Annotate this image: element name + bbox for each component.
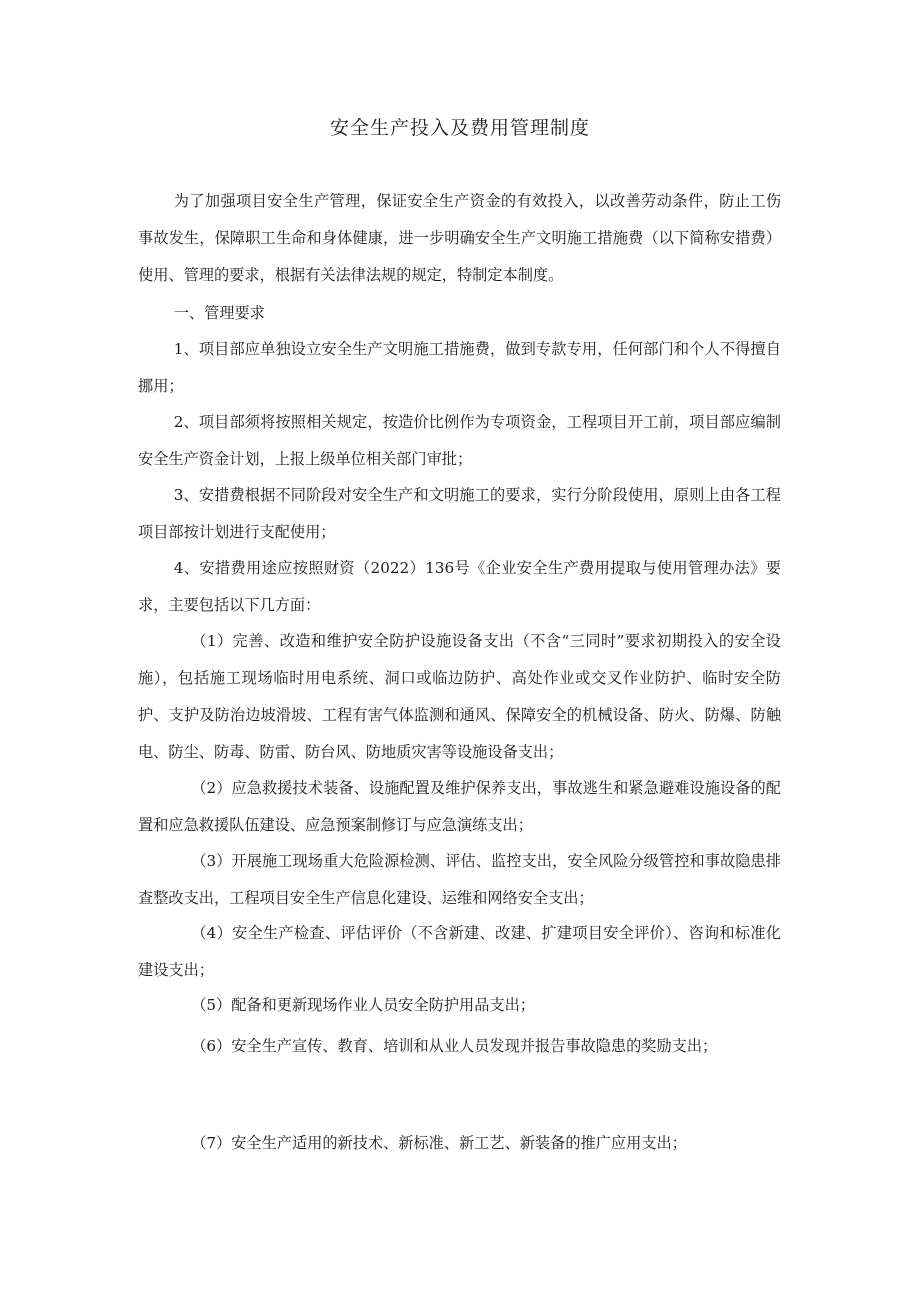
- list-item: 3、安措费根据不同阶段对安全生产和文明施工的要求，实行分阶段使用，原则上由各工程项目部按计划进行支配使用；: [138, 486, 781, 541]
- list-item: 2、项目部须将按照相关规定，按造价比例作为专项资金，工程项目开工前，项目部应编制安全生产资金计划，上报上级单位相关部门审批；: [138, 413, 781, 468]
- sub-list-item: （5）配备和更新现场作业人员安全防护用品支出；: [191, 996, 535, 1014]
- intro-paragraph: 为了加强项目安全生产管理，保证安全生产资金的有效投入，以改善劳动条件，防止工伤事故发生，保障职工生命和身体健康，进一步明确安全生产文明施工措施费（以下简称安措费）使用、管理的要求，根据有关法律法规的规定，特制定本制度。: [138, 192, 781, 284]
- section-heading: 一、管理要求: [173, 304, 265, 322]
- list-item: 4、安措费用途应按照财资（2022）136号《企业安全生产费用提取与使用管理办法》要求，主要包括以下几方面：: [138, 559, 781, 614]
- sub-list-item: （6）安全生产宣传、教育、培训和从业人员发现并报告事故隐患的奖励支出；: [191, 1037, 718, 1055]
- document-title: 安全生产投入及费用管理制度: [329, 117, 590, 139]
- sub-list-item: （3）开展施工现场重大危险源检测、评估、监控支出，安全风险分级管控和事故隐患排查整改支出，工程项目安全生产信息化建设、运维和网络安全支出；: [138, 852, 781, 907]
- list-item: 1、项目部应单独设立安全生产文明施工措施费，做到专款专用，任何部门和个人不得擅自挪用；: [138, 340, 781, 395]
- sub-list-item: （1）完善、改造和维护安全防护设施设备支出（不含“三同时”要求初期投入的安全设施），包括施工现场临时用电系统、洞口或临边防护、高处作业或交叉作业防护、临时安全防护、支护及防治边坡滑坡、工程有害气体监测和通风、保障安全的机械设备、防火、防爆、防触电、防尘、防毒、防雷、防台风、防地质灾害等设施设备支出；: [138, 632, 781, 761]
- sub-list-item: （7）安全生产适用的新技术、新标准、新工艺、新装备的推广应用支出；: [191, 1134, 687, 1152]
- sub-list-item: （4）安全生产检查、评估评价（不含新建、改建、扩建项目安全评价）、咨询和标准化建设支出；: [138, 924, 781, 979]
- sub-list-item: （2）应急救援技术装备、设施配置及维护保养支出，事故逃生和紧急避难设施设备的配置和应急救援队伍建设、应急预案制修订与应急演练支出；: [138, 779, 781, 834]
